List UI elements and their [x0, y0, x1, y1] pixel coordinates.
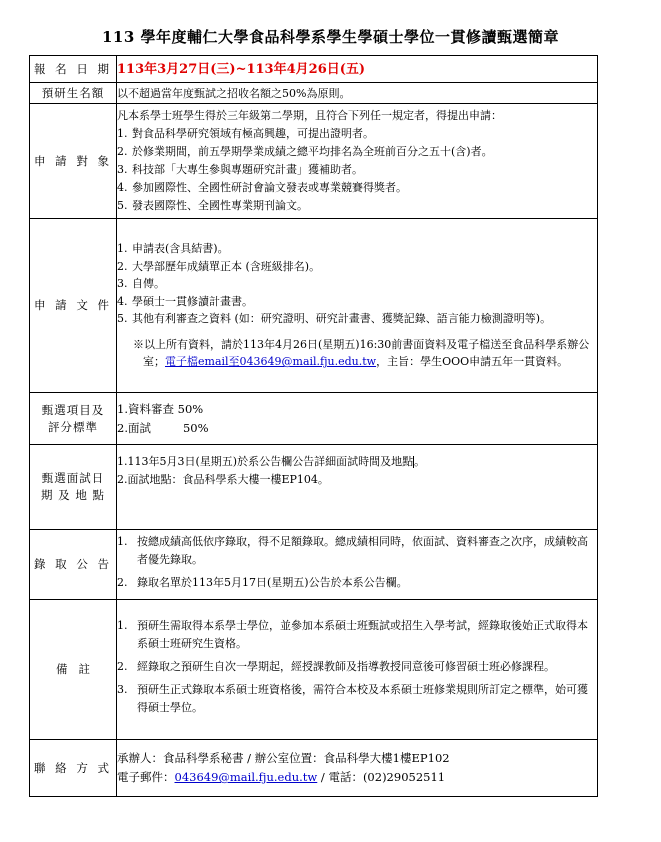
- contact-email-link[interactable]: 043649@mail.fju.edu.tw: [174, 770, 318, 784]
- list-item: 1. 對食品科學研究領域有極高興趣，可提出證明者。: [117, 127, 374, 140]
- list-item: 4. 學碩士一貫修讀計畫書。: [117, 294, 253, 308]
- criteria-item-2: 2.面試 50%: [117, 420, 209, 435]
- row-criteria: [30, 393, 598, 445]
- documents-list: [117, 240, 597, 328]
- admission-label: 錄 取 公 告: [30, 530, 117, 600]
- period-value: 113年3月27日(三)~113年4月26日(五): [117, 61, 366, 77]
- documents-label: 申 請 文 件: [30, 219, 117, 393]
- list-item: 1. 申請表(含具結書)。: [117, 242, 229, 256]
- period-label: 報 名 日 期: [30, 56, 117, 83]
- list-item: 4. 參加國際性、全國性研討會論文發表或專業競賽得獎者。: [117, 181, 407, 194]
- page-title: 113 學年度輔仁大學食品科學系學生學碩士學位一貫修讀甄選簡章: [101, 28, 560, 46]
- contact-label: 聯 絡 方 式: [30, 740, 117, 797]
- contact-line-2: 電子郵件：043649@mail.fju.edu.tw / 電話：(02)29052511: [117, 770, 446, 784]
- row-documents: [30, 219, 598, 393]
- row-interview: [30, 445, 598, 530]
- list-item: 1. 按總成績高低依序錄取，得不足額錄取。總成績相同時，依面試、資料審查之次序，成績較高者優先錄取。: [117, 534, 588, 566]
- criteria-label: 甄選項目及 評分標準: [30, 393, 117, 445]
- interview-line-1: 1.113年5月3日(星期五)於系公告欄公告詳細面試時間及地點。: [117, 455, 426, 468]
- list-item: 2. 大學部歷年成績單正本 (含班級排名)。: [117, 259, 321, 273]
- contact-line-1: 承辦人：食品科學系秘書 / 辦公室位置：食品科學大樓1樓EP102: [117, 751, 450, 765]
- email-link[interactable]: 電子檔email至043649@mail.fju.edu.tw: [165, 355, 377, 369]
- row-quota: [30, 83, 598, 104]
- quota-value: 以不超過當年度甄試之招收名額之50%為原則。: [117, 83, 598, 104]
- list-item: 3. 預研生正式錄取本系碩士班資格後，需符合本校及本系碩士班修業規則所訂定之標準，始可獲得碩士學位。: [117, 683, 588, 714]
- info-table: [29, 55, 598, 797]
- row-admission: [30, 530, 598, 600]
- interview-label: 甄選面試日 期 及 地 點: [30, 445, 117, 530]
- admission-list: [117, 533, 597, 592]
- eligibility-intro: 凡本系學士班學生得於三年級第二學期，且符合下列任一規定者，得提出申請：: [117, 109, 502, 122]
- row-remarks: [30, 600, 598, 740]
- eligibility-label: 申 請 對 象: [30, 104, 117, 219]
- criteria-item-1: 1.資料審查 50%: [117, 401, 204, 416]
- list-item: 3. 自傳。: [117, 277, 165, 291]
- list-item: 2. 錄取名單於113年5月17日(星期五)公告於本系公告欄。: [117, 575, 408, 589]
- remarks-label: 備 註: [30, 600, 117, 740]
- eligibility-list: [117, 125, 597, 215]
- documents-note: ※以上所有資料，請於113年4月26日(星期五)16:30前書面資料及電子檔送至食品科學系辦公室；電子檔email至043649@mail.fju.edu.tw，主旨：學生OOO申請五年一貫資料。: [133, 337, 590, 369]
- quota-label: 預研生名額: [30, 83, 117, 104]
- row-eligibility: [30, 104, 598, 219]
- remarks-list: [117, 617, 597, 717]
- list-item: 3. 科技部「大專生參與專題研究計畫」獲補助者。: [117, 163, 363, 176]
- interview-line-2: 2.面試地點：食品科學系大樓一樓EP104。: [117, 473, 329, 486]
- row-contact: [30, 740, 598, 797]
- list-item: 5. 發表國際性、全國性專業期刊論文。: [117, 199, 308, 212]
- row-period: [30, 56, 598, 83]
- list-item: 2. 經錄取之預研生自次一學期起，經授課教師及指導教授同意後可修習碩士班必修課程。: [117, 660, 555, 673]
- list-item: 5. 其他有利審查之資料 (如：研究證明、研究計畫書、獲獎記錄、語言能力檢測證明等)。: [117, 312, 552, 326]
- list-item: 1. 預研生需取得本系學士學位，並參加本系碩士班甄試或招生入學考試，經錄取後始正式取得本系碩士班研究生資格。: [117, 619, 588, 650]
- list-item: 2. 於修業期間，前五學期學業成績之總平均排名為全班前百分之五十(含)者。: [117, 145, 493, 158]
